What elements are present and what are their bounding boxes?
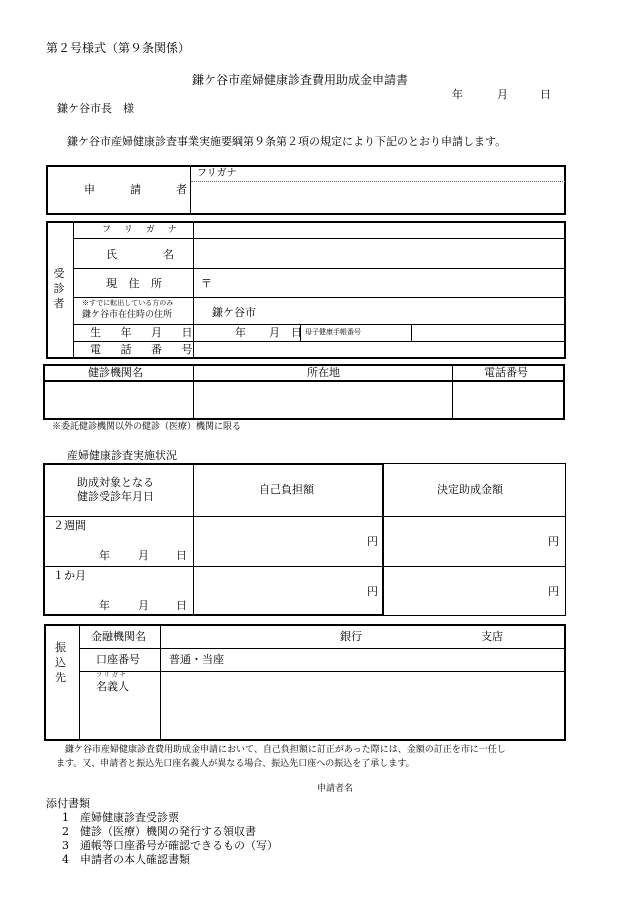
- postal-mark: 〒: [201, 277, 212, 290]
- attachments-title: 添付書類: [46, 797, 90, 810]
- date-day: 日: [540, 88, 551, 101]
- institution-address-field[interactable]: [195, 382, 451, 418]
- signature-label: 申請者名: [317, 784, 354, 794]
- signature-field[interactable]: [365, 780, 565, 796]
- birth-month: 月: [269, 326, 280, 339]
- date-month: 月: [497, 88, 508, 101]
- institution-header-phone: 電話番号: [484, 366, 528, 379]
- patient-address-label: 現 住 所: [106, 277, 166, 290]
- attachment-item: 3 通帳等口座番号が確認できるもの（写）: [62, 839, 278, 852]
- checkup-section-title: 産婦健康診査実施状況: [67, 449, 177, 462]
- row2-decided-yen: 円: [548, 585, 559, 598]
- row1-year: 年: [99, 549, 110, 562]
- checkup-header-self-pay: 自己負担額: [259, 483, 314, 496]
- institution-note: ※委託健診機関以外の健診（医療）機関に限る: [52, 422, 242, 432]
- holder-label: 名義人: [96, 680, 129, 693]
- branch-name-field[interactable]: [362, 626, 478, 647]
- row2-day: 日: [176, 599, 187, 612]
- birth-day: 日: [291, 326, 302, 339]
- patient-furigana-label: フ リ ガ ナ: [102, 225, 182, 235]
- row1-day: 日: [176, 549, 187, 562]
- holder-furigana: フリガナ: [96, 672, 128, 679]
- attachment-item: 4 申請者の本人確認書類: [62, 853, 190, 866]
- bank-suffix: 銀行: [340, 630, 362, 643]
- form-number: 第２号様式（第９条関係）: [46, 41, 191, 55]
- row2-year: 年: [99, 599, 110, 612]
- disclaimer-line-2: ます。又、申請者と振込先口座名義人が異なる場合、振込先口座への振込を了承します。: [56, 759, 415, 769]
- attachment-item: 2 健診（医療）機関の発行する領収書: [62, 825, 256, 838]
- row1-self-pay-yen: 円: [367, 535, 378, 548]
- birth-label: 生 年 月 日: [90, 326, 201, 339]
- applicant-furigana-label: フリガナ: [197, 168, 237, 179]
- row1-self-pay-field[interactable]: [195, 518, 365, 564]
- bank-name-field[interactable]: [162, 626, 338, 647]
- row1-decided-yen: 円: [548, 535, 559, 548]
- intro-text: 鎌ケ谷市産婦健康診査事業実施要綱第９条第２項の規定により下記のとおり申請します。: [67, 135, 507, 148]
- row2-month: 月: [138, 599, 149, 612]
- branch-suffix: 支店: [481, 630, 503, 643]
- account-number-field[interactable]: [240, 650, 564, 670]
- account-holder-field[interactable]: [162, 673, 564, 739]
- prev-address-label-2: 鎌ケ谷市在住時の住所: [82, 310, 173, 320]
- page-title: 鎌ケ谷市産婦健康診査費用助成金申請書: [192, 73, 409, 87]
- institution-header-address: 所在地: [307, 366, 340, 379]
- row2-self-pay-yen: 円: [367, 585, 378, 598]
- row1-month: 月: [138, 549, 149, 562]
- checkup-header-decided: 決定助成金額: [437, 483, 503, 496]
- checkup-header-date-2: 健診受診年月日: [77, 490, 154, 503]
- birth-year: 年: [235, 326, 246, 339]
- addressee: 鎌ケ谷市長 様: [57, 102, 134, 115]
- prev-address-value: 鎌ケ谷市: [212, 306, 256, 319]
- row1-period: ２週間: [53, 519, 86, 532]
- institution-phone-field[interactable]: [454, 382, 563, 418]
- handbook-label: 母子健康手帳番号: [305, 328, 361, 336]
- applicant-name-field[interactable]: [192, 183, 564, 213]
- bank-label: 金融機関名: [91, 630, 146, 643]
- attachment-item: 1 産婦健康診査受診票: [62, 811, 179, 824]
- transfer-side-label-2: 込: [55, 656, 66, 669]
- disclaimer-line-1: 鎌ケ谷市産婦健康診査費用助成金申請において、自己負担額に訂正があった際には、金額の訂正を市に一任し: [56, 745, 506, 755]
- account-label: 口座番号: [96, 653, 140, 666]
- patient-side-label: 受診者: [53, 267, 65, 310]
- phone-field[interactable]: [195, 342, 565, 357]
- date-year: 年: [452, 88, 463, 101]
- institution-name-field[interactable]: [45, 382, 192, 418]
- handbook-number-field[interactable]: [412, 326, 565, 341]
- institution-header-name: 健診機関名: [88, 366, 143, 379]
- birth-date-field[interactable]: [195, 326, 299, 341]
- transfer-side-label-1: 振: [55, 641, 66, 654]
- account-type: 普通・当座: [169, 653, 224, 666]
- row2-self-pay-field[interactable]: [195, 568, 365, 614]
- phone-label: 電 話 番 号: [90, 343, 201, 356]
- patient-name-label: 氏 名: [106, 248, 182, 261]
- checkup-header-date-1: 助成対象となる: [77, 476, 154, 489]
- row2-period: １か月: [53, 569, 86, 582]
- transfer-side-label-3: 先: [55, 671, 66, 684]
- patient-name-field[interactable]: [195, 240, 565, 267]
- prev-address-label-1: ※すでに転出している方のみ: [82, 299, 174, 307]
- applicant-label: 申 請 者: [84, 183, 199, 196]
- patient-address-field[interactable]: [212, 270, 565, 296]
